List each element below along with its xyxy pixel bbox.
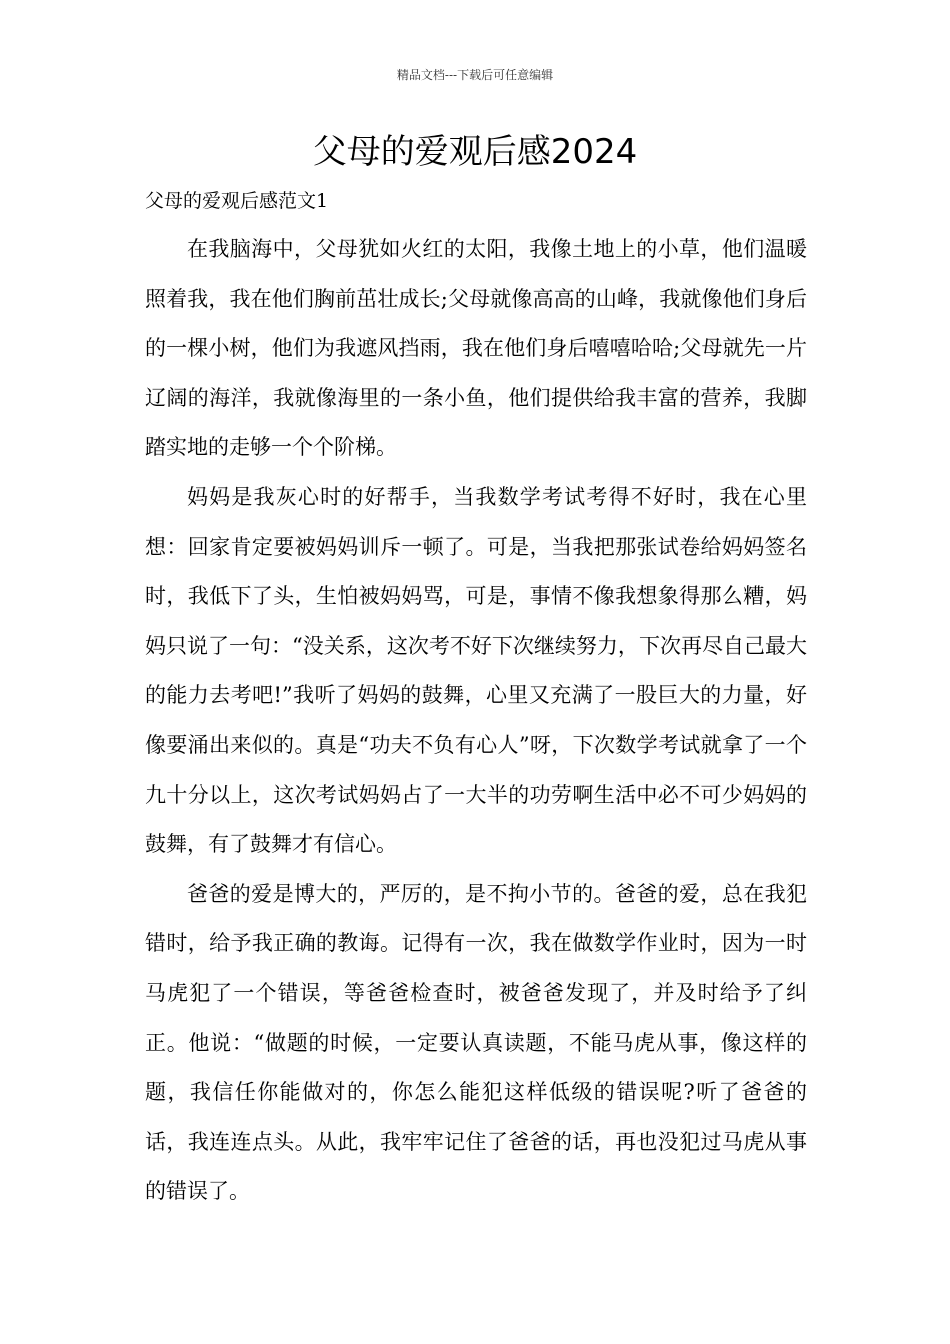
document-body xyxy=(145,225,807,1217)
document-subtitle: 父母的爱观后感范文1 xyxy=(145,190,329,212)
paragraph: 妈妈是我灰心时的好帮手，当我数学考试考得不好时，我在心里想：回家肯定要被妈妈训斥一顿了。可是，当我把那张试卷给妈妈签名时，我低下了头，生怕被妈妈骂，可是，事情不像我想象得那么糟，妈妈只说了一句：“没关系，这次考不好下次继续努力，下次再尽自己最大的能力去考吧!”我听了妈妈的鼓舞，心里又充满了一股巨大的力量，好像要涌出来似的。真是“功夫不负有心人”呀，下次数学考试就拿了一个九十分以上，这次考试妈妈占了一大半的功劳啊生活中必不可少妈妈的鼓舞，有了鼓舞才有信心。 xyxy=(145,484,807,857)
paragraph: 爸爸的爱是博大的，严厉的，是不拘小节的。爸爸的爱，总在我犯错时，给予我正确的教诲。记得有一次，我在做数学作业时，因为一时马虎犯了一个错误，等爸爸检查时，被爸爸发现了，并及时给予了纠正。他说：“做题的时候，一定要认真读题，不能马虎从事，像这样的题，我信任你能做对的，你怎么能犯这样低级的错误呢?听了爸爸的话，我连连点头。从此，我牢牢记住了爸爸的话，再也没犯过马虎从事的错误了。 xyxy=(145,881,807,1204)
paragraph: 在我脑海中，父母犹如火红的太阳，我像土地上的小草，他们温暖照着我，我在他们胸前茁壮成长;父母就像高高的山峰，我就像他们身后的一棵小树，他们为我遮风挡雨，我在他们身后嘻嘻哈哈;父母就先一片辽阔的海洋，我就像海里的一条小鱼，他们提供给我丰富的营养，我脚踏实地的走够一个个阶梯。 xyxy=(145,237,807,460)
header-note: 精品文档---下载后可任意编辑 xyxy=(396,68,554,82)
document-title: 父母的爱观后感2024 xyxy=(312,132,638,172)
